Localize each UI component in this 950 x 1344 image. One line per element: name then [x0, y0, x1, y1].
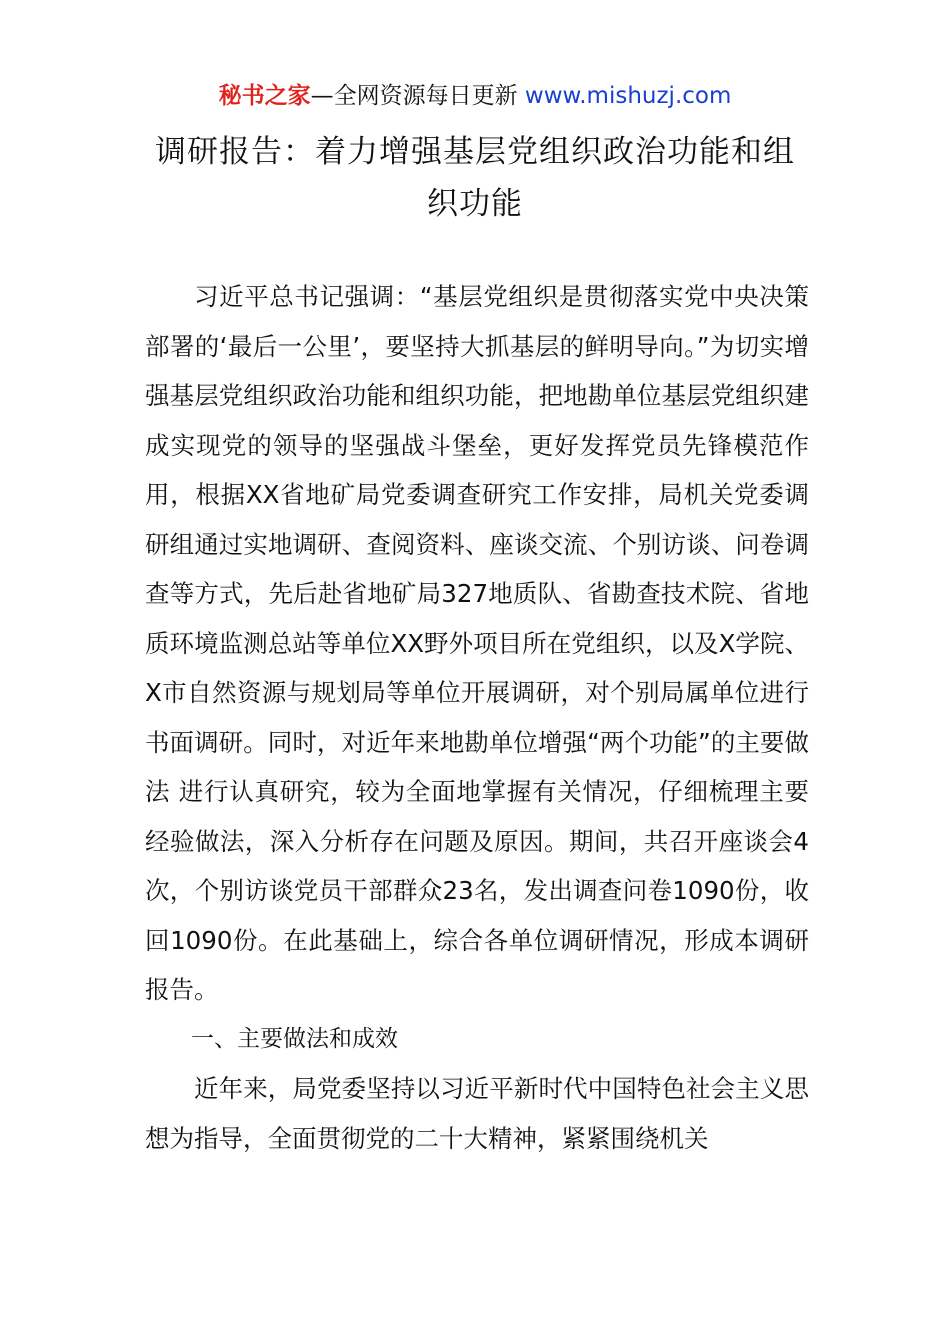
section-paragraph: 近年来，局党委坚持以习近平新时代中国特色社会主义思想为指导，全面贯彻党的二十大精神，紧紧围绕机关 — [145, 1074, 809, 1153]
brand-name: 秘书之家 — [218, 83, 311, 109]
header-tagline: —全网资源每日更新 — [310, 83, 525, 109]
document-title: 调研报告：着力增强基层党组织政治功能和组织功能 — [155, 134, 795, 222]
document-body — [145, 272, 809, 1163]
site-url[interactable]: www.mishuzj.com — [524, 83, 732, 109]
intro-paragraph: 习近平总书记强调：“基层党组织是贯彻落实党中央决策部署的‘最后一公里’，要坚持大抓基层的鲜明导向。”为切实增强基层党组织政治功能和组织功能，把地勘单位基层党组织建成实现党的领导的坚强战斗堡垒，更好发挥党员先锋模范作用，根据XX省地矿局党委调查研究工作安排，局机关党委调研组通过实地调研、查阅资料、座谈交流、个别访谈、问卷调查等方式，先后赴省地矿局327地质队、省勘查技术院、省地质环境监测总站等单位XX野外项目所在党组织，以及X学院、X市自然资源与规划局等单位开展调研，对个别局属单位进行书面调研。同时，对近年来地勘单位增强“两个功能”的主要做法 进行认真研究，较为全面地掌握有关情况，仔细梳理主要经验做法，深入分析存在问题及原因。期间，共召开座谈会4次，个别访谈党员干部群众23名，发出调查问卷1090份，收回1090份。在此基础上，综合各单位调研情况，形成本调研报告。 — [145, 282, 809, 1004]
site-header — [0, 80, 950, 112]
section-heading: 一、主要做法和成效 — [191, 1025, 398, 1052]
